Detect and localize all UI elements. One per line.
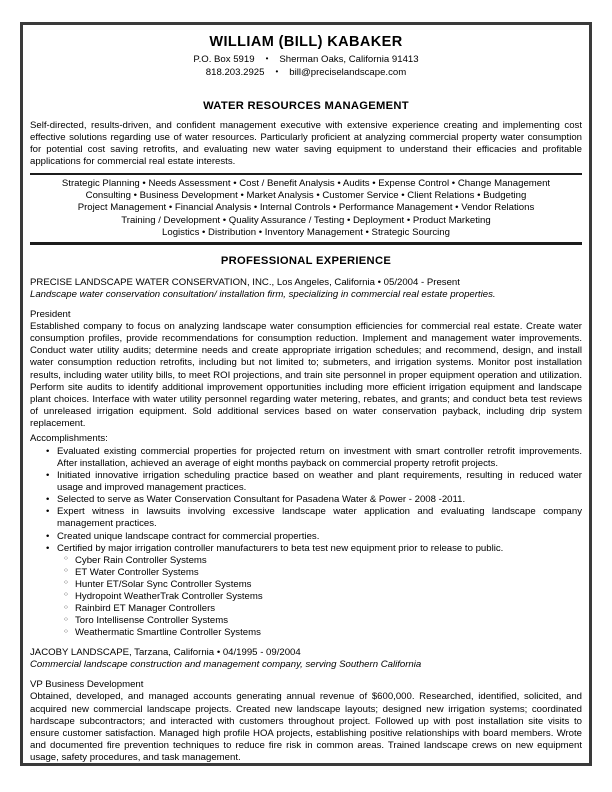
job-title: President — [30, 309, 71, 321]
bullet-separator-icon: • — [377, 276, 381, 288]
resume-title: WATER RESOURCES MANAGEMENT — [203, 99, 409, 112]
job-overview-paragraph: Obtained, developed, and managed accounts generating annual revenue of $600,000. Researched, identified, solicited, and acquired new commercial landscape projects. Created new landscape layouts; designed new irrigation systems; coordinated hardscape subcontractors; and interacted with customers throughout project. Followed up with post installation site visits to ensure customer satisfaction. Managed high profile HOA projects, establishing positive relationships with board members. Wrote and documented fire prevention techniques to reduce fire risk in common areas. Trained landscape crews on new equipment usage, safety procedures, and task management. — [30, 691, 582, 763]
controller-system-item: ○ Hunter ET/Solar Sync Controller Systems — [75, 579, 582, 591]
accomplishment-item: • Created unique landscape contract for commercial properties. — [57, 531, 582, 543]
accomplishment-item: • Evaluated existing commercial properties for projected return on investment with smart controller retrofit improvements. After installation, achieved an average of eight months payback on commercial property retrofit projects. — [57, 446, 582, 470]
skills-line: Consulting • Business Development • Market Analysis • Customer Service • Client Relations • Budgeting — [85, 190, 527, 202]
bullet-separator-icon: • — [216, 647, 221, 659]
controller-system-item: ○ Weathermatic Smartline Controller Systems — [75, 627, 582, 639]
controller-systems-list — [57, 555, 582, 640]
contact-line-address — [30, 54, 582, 67]
page-border-frame — [20, 22, 592, 766]
employment-dates: 04/1995 - 09/2004 — [222, 647, 301, 659]
person-name: WILLIAM (BILL) KABAKER — [209, 34, 403, 50]
job-entry-precise-landscape — [30, 277, 582, 639]
job-title: VP Business Development — [30, 679, 144, 691]
skills-block — [30, 178, 582, 239]
controller-system-item: ○ Cyber Rain Controller Systems — [75, 555, 582, 567]
skills-line: Training / Development • Quality Assurance / Testing • Deployment • Product Marketing — [121, 214, 491, 226]
firm-description: Landscape water conservation consultation/ installation firm, specializing in commercial real estate properties. — [30, 289, 496, 301]
company-line — [30, 277, 582, 289]
divider-rule-bottom — [30, 242, 582, 245]
city-state-zip: Sherman Oaks, California 91413 — [279, 54, 419, 66]
section-heading-professional-experience: PROFESSIONAL EXPERIENCE — [220, 254, 392, 267]
accomplishments-list — [30, 446, 582, 639]
controller-system-item: ○ ET Water Controller Systems — [75, 567, 582, 579]
skills-line: Strategic Planning • Needs Assessment • Cost / Benefit Analysis • Audits • Expense Control • Change Management — [61, 178, 551, 189]
job-overview-paragraph: Established company to focus on analyzing landscape water consumption efficiencies for commercial real estate. Create water consumption profiles, provide recommendations for consumption reduction. Implement and management water improvements. Conduct water utility audits; determine needs and create appropriate irrigation schedules; and recommend, design, and install water consumption reduction retrofits, including but not limited to; submeters, and irrigation systems. Monitor post installation results, including water utility bills, to meet ROI projections, and train site personnel in proper equipment operation and utilization. Perform site audits to identify additional improvement opportunities including more efficient irrigation equipment and landscape plant choices. Interface with water utility personnel regarding water metering, rebates, and grants; and conduct beta test reviews of unreleased irrigation equipment. Sold additional services based on water conservation payback, including drip system replacement. — [30, 321, 582, 429]
accomplishment-item: • Expert witness in lawsuits involving excessive landscape water application and evaluating landscape company management practices. — [57, 506, 582, 530]
contact-line-phone-email — [30, 67, 582, 80]
divider-rule-top — [30, 173, 582, 175]
job-entry-jacoby-landscape — [30, 647, 582, 764]
company-line — [30, 647, 582, 659]
bullet-separator-icon: • — [275, 66, 279, 76]
controller-system-item: ○ Toro Intellisense Controller Systems — [75, 615, 582, 627]
resume-header — [30, 33, 582, 113]
firm-description: Commercial landscape construction and management company, serving Southern California — [30, 659, 422, 671]
phone-number: 818.203.2925 — [205, 66, 265, 78]
summary-paragraph: Self-directed, results-driven, and confident management executive with extensive experience creating and implementing cost effective solutions regarding use of water resources. Particularly proficient at analyzing commercial property water consumption for potential cost saving retrofits, and evaluating new water saving equipment to understand their efficacies and profitable applications for commercial real estate interests. — [30, 119, 582, 167]
controller-system-item: ○ Hydropoint WeatherTrak Controller Systems — [75, 591, 582, 603]
company-name: PRECISE LANDSCAPE WATER CONSERVATION, INC., Los Angeles, California — [30, 276, 375, 288]
bullet-separator-icon: • — [265, 54, 269, 64]
employment-dates: 05/2004 - Present — [383, 276, 460, 288]
po-box: P.O. Box 5919 — [193, 54, 255, 66]
company-name: JACOBY LANDSCAPE, Tarzana, California — [30, 647, 215, 659]
accomplishment-item: • Selected to serve as Water Conservation Consultant for Pasadena Water & Power - 2008 -2011. — [57, 494, 582, 506]
skills-line: Logistics • Distribution • Inventory Management • Strategic Sourcing — [162, 226, 450, 238]
skills-line: Project Management • Financial Analysis • Internal Controls • Performance Management • Vendor Relations — [77, 202, 535, 214]
email-address: bill@preciselandscape.com — [289, 66, 407, 78]
accomplishments-label: Accomplishments: — [30, 432, 108, 444]
accomplishment-item: • Certified by major irrigation controller manufacturers to beta test new equipment prior to release to public. ○ Cyber Rain Controller Systems ○ ET Water Controller Systems ○ Hunter ET/Solar Sync Controller Systems ○ Hydropoint WeatherTrak Controller Systems ○ Rainbird ET Manager Controllers ○ Toro Intellisense Controller Systems ○ Weathermatic Smartline Controller Systems — [57, 543, 582, 640]
controller-system-item: ○ Rainbird ET Manager Controllers — [75, 603, 582, 615]
accomplishment-item: • Initiated innovative irrigation scheduling practice based on weather and plant requirements, resulting in reduced water usage and improved management practices. — [57, 470, 582, 494]
